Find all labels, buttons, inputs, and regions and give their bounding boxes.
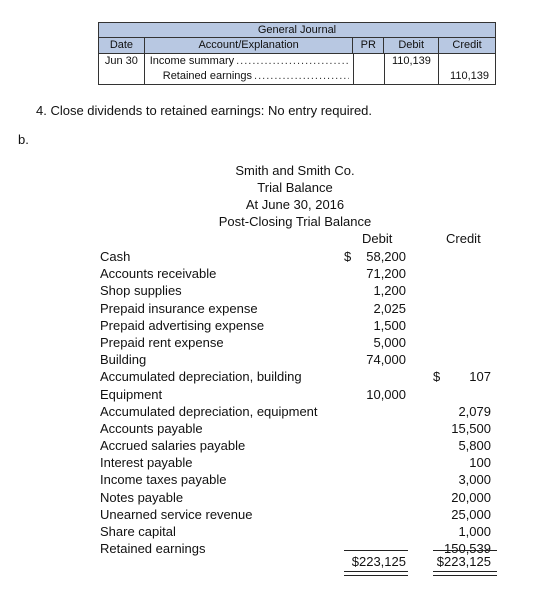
account-name: Accrued salaries payable — [100, 438, 246, 454]
table-row — [100, 351, 500, 368]
debit-amount: 71,200 — [366, 266, 406, 282]
entry-debit — [385, 69, 440, 84]
credit-double-rule — [433, 571, 497, 576]
table-row — [100, 282, 500, 299]
account-name: Equipment — [100, 386, 163, 402]
entry-credit — [439, 54, 495, 69]
account-name: Share capital — [100, 524, 176, 539]
table-row — [100, 368, 500, 385]
table-row — [100, 489, 500, 506]
credit-amount: 3,000 — [458, 472, 491, 488]
note-4: 4. Close dividends to retained earnings: No entry required. — [36, 103, 373, 118]
credit-amount: 2,079 — [458, 403, 491, 419]
credit-amount: 20,000 — [451, 489, 491, 505]
debit-amount: 10,000 — [366, 386, 406, 402]
credit-total-rule — [433, 550, 497, 551]
statement-subtitle: Post-Closing Trial Balance — [218, 214, 372, 229]
entry-account-cell — [145, 69, 354, 84]
debit-amount: 5,000 — [373, 334, 406, 350]
trial-balance-rows — [100, 248, 500, 557]
statement-title: Trial Balance — [257, 180, 333, 195]
account-name: Cash — [100, 249, 131, 264]
account-name: Interest payable — [100, 455, 193, 471]
table-row — [100, 437, 500, 454]
entry-credit: 110,139 — [450, 70, 489, 82]
statement-date: At June 30, 2016 — [245, 197, 345, 212]
debit-value: 58,200 — [366, 249, 406, 264]
debit-amount: 1,500 — [373, 317, 406, 333]
entry-debit: 110,139 — [385, 54, 440, 69]
account-name: Accumulated depreciation, building — [100, 369, 302, 385]
journal-entry-row — [99, 54, 495, 69]
header-pr: PR — [353, 38, 384, 53]
table-row — [100, 403, 500, 420]
journal-header-row — [99, 38, 495, 54]
credit-amount: 1,000 — [458, 524, 491, 539]
debit-double-rule — [344, 571, 408, 576]
dollar-sign: $ — [433, 369, 441, 385]
table-row — [100, 248, 500, 265]
table-row — [100, 334, 500, 351]
journal-entry-row — [99, 69, 495, 85]
header-debit: Debit — [384, 38, 439, 53]
account-name: Unearned service revenue — [100, 506, 253, 522]
header-account: Account/Explanation — [145, 38, 353, 53]
journal-title: General Journal — [99, 22, 495, 38]
table-row — [100, 506, 500, 523]
dollar-sign: $ — [344, 249, 352, 264]
entry-account-cell — [145, 54, 354, 69]
account-name: Building — [100, 352, 147, 368]
account-name: Income taxes payable — [100, 472, 227, 488]
debit-amount: 2,025 — [373, 300, 406, 316]
debit-column-header: Debit — [362, 231, 393, 246]
credit-amount — [433, 368, 491, 385]
account-name: Notes payable — [100, 489, 184, 505]
header-date: Date — [99, 38, 145, 53]
credit-amount: 100 — [469, 455, 491, 471]
table-row — [100, 265, 500, 282]
entry-date: Jun 30 — [99, 54, 145, 69]
credit-amount: 150,539 — [444, 541, 491, 557]
account-name: Accounts receivable — [100, 266, 217, 282]
table-row — [100, 300, 500, 317]
account-name: Shop supplies — [100, 283, 182, 299]
credit-amount: 15,500 — [451, 420, 491, 436]
total-credit: $223,125 — [436, 554, 491, 569]
entry-date — [99, 69, 145, 84]
header-credit: Credit — [452, 39, 482, 51]
account-name: Prepaid rent expense — [100, 334, 224, 350]
leader-dots — [254, 69, 349, 84]
account-name: Accounts payable — [100, 420, 203, 436]
leader-dots — [236, 54, 349, 69]
debit-total-rule — [344, 550, 408, 551]
table-row — [100, 317, 500, 334]
general-journal — [98, 22, 496, 85]
account-name: Retained earnings — [100, 541, 206, 557]
credit-column-header: Credit — [446, 231, 481, 246]
entry-pr — [354, 69, 385, 84]
credit-value: 107 — [469, 369, 491, 385]
account-name: Prepaid insurance expense — [100, 300, 258, 316]
debit-amount: 74,000 — [366, 352, 406, 368]
debit-amount: 1,200 — [373, 283, 406, 299]
table-row — [100, 386, 500, 403]
part-label: b. — [18, 132, 29, 147]
table-row — [100, 523, 500, 540]
credit-amount: 5,800 — [458, 438, 491, 454]
table-row — [100, 454, 500, 471]
entry-account: Retained earnings — [162, 70, 253, 82]
entry-account: Income summary — [149, 55, 235, 67]
table-row — [100, 471, 500, 488]
debit-amount — [344, 248, 406, 265]
company-name: Smith and Smith Co. — [235, 163, 355, 178]
entry-pr — [354, 54, 385, 69]
total-debit: $223,125 — [351, 554, 406, 569]
account-name: Accumulated depreciation, equipment — [100, 403, 318, 419]
credit-amount: 25,000 — [451, 506, 491, 522]
table-row — [100, 420, 500, 437]
account-name: Prepaid advertising expense — [100, 317, 265, 333]
